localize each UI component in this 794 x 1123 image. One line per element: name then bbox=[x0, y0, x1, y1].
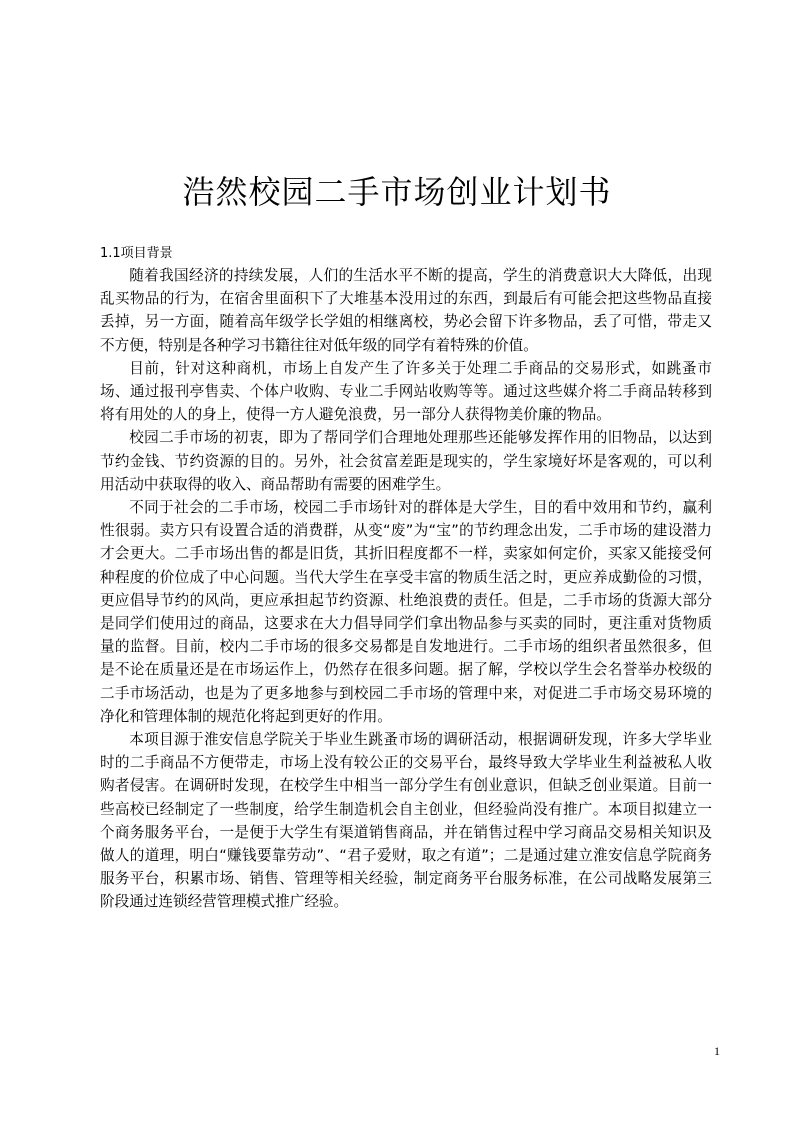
document-title: 浩然校园二手市场创业计划书 bbox=[182, 173, 612, 211]
page-number: 1 bbox=[714, 1044, 720, 1058]
paragraph: 本项目源于淮安信息学院关于毕业生跳蚤市场的调研活动，根据调研发现，许多大学毕业时的二手商品不方便带走，市场上没有较公正的交易平台，最终导致大学毕业生利益被私人收购者侵害。在调研时发现，在校学生中相当一部分学生有创业意识，但缺乏创业渠道。目前一些高校已经制定了一些制度，给学生制造机会自主创业，但经验尚没有推广。本项目拟建立一个商务服务平台，一是便于大学生有渠道销售商品，并在销售过程中学习商品交易相关知识及做人的道理，明白“赚钱要靠劳动”、“君子爱财，取之有道”；二是通过建立淮安信息学院商务服务平台，积累市场、销售、管理等相关经验，制定商务平台服务标准，在公司战略发展第三阶段通过连锁经营管理模式推广经验。 bbox=[100, 731, 712, 911]
section-heading: 1.1项目背景 bbox=[100, 246, 173, 261]
body-text bbox=[100, 264, 712, 914]
paragraph: 不同于社会的二手市场，校园二手市场针对的群体是大学生，目的看中效用和节约，赢利性很弱。卖方只有设置合适的消费群，从变“废”为“宝”的节约理念出发，二手市场的建设潜力才会更大。二手市场出售的都是旧货，其折旧程度都不一样，卖家如何定价，买家又能接受何种程度的价位成了中心问题。当代大学生在享受丰富的物质生活之时，更应养成勤俭的习惯，更应倡导节约的风尚，更应承担起节约资源、杜绝浪费的责任。但是，二手市场的货源大部分是同学们使用过的商品，这要求在大力倡导同学们拿出物品参与买卖的同时，更注重对货物质量的监督。目前，校内二手市场的很多交易都是自发地进行。二手市场的组织者虽然很多，但是不论在质量还是在市场运作上，仍然存在很多问题。据了解，学校以学生会名誉举办校级的二手市场活动，也是为了更多地参与到校园二手市场的管理中来，对促进二手市场交易环境的净化和管理体制的规范化将起到更好的作用。 bbox=[100, 499, 712, 725]
paragraph: 目前，针对这种商机，市场上自发产生了许多关于处理二手商品的交易形式，如跳蚤市场、通过报刊亭售卖、个体户收购、专业二手网站收购等等。通过这些媒介将二手商品转移到将有用处的人的身上，使得一方人避免浪费，另一部分人获得物美价廉的物品。 bbox=[100, 359, 712, 424]
paragraph: 校园二手市场的初衷，即为了帮同学们合理地处理那些还能够发挥作用的旧物品，以达到节约金钱、节约资源的目的。另外，社会贫富差距是现实的，学生家境好坏是客观的，可以利用活动中获取得的收入、商品帮助有需要的困难学生。 bbox=[100, 429, 712, 493]
paragraph: 随着我国经济的持续发展，人们的生活水平不断的提高，学生的消费意识大大降低，出现乱买物品的行为，在宿舍里面积下了大堆基本没用过的东西，到最后有可能会把这些物品直接丢掉，另一方面，随着高年级学长学姐的相继离校，势必会留下许多物品，丢了可惜，带走又不方便，特别是各种学习书籍往往对低年级的同学有着特殊的价值。 bbox=[100, 267, 712, 354]
